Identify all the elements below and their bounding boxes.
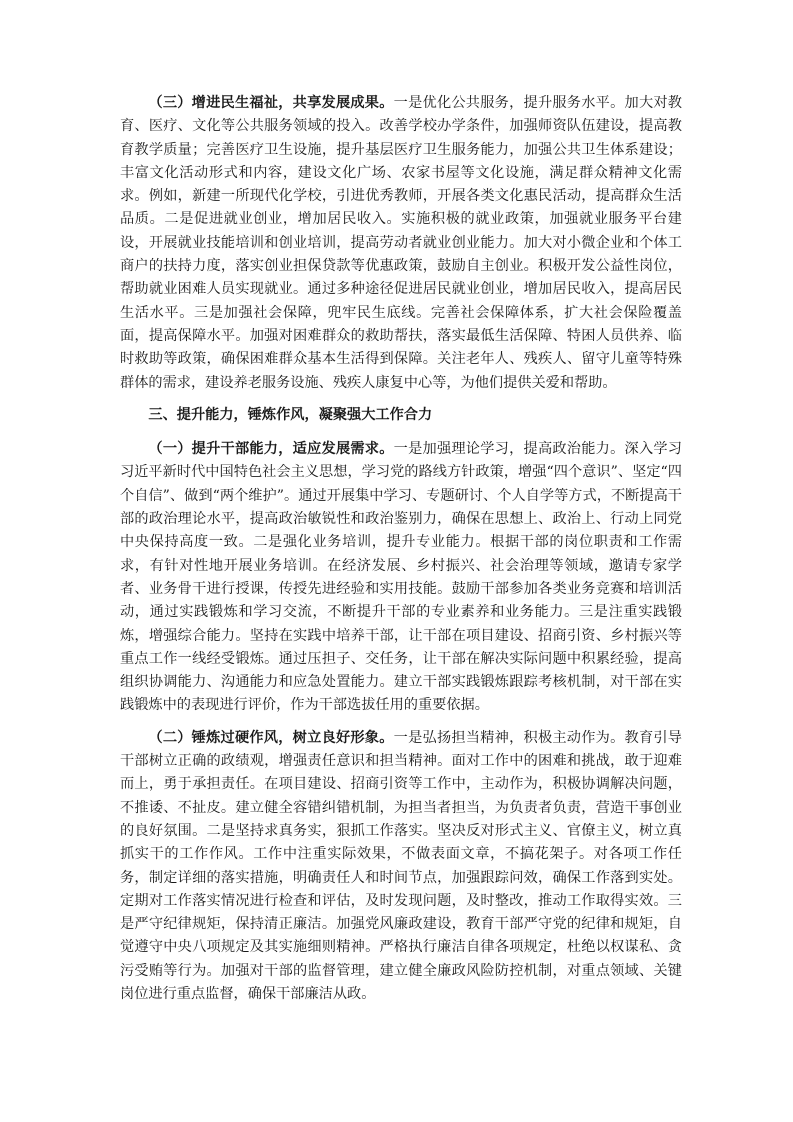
paragraph-work-style bbox=[120, 727, 682, 1007]
paragraph-lead: （二）锤炼过硬作风，树立良好形象。 bbox=[148, 729, 394, 746]
section-heading: 三、提升能力，锤炼作风，凝聚强大工作合力 bbox=[148, 406, 433, 423]
paragraph-text: 一是优化公共服务，提升服务水平。加大对教育、医疗、文化等公共服务领域的投入。改善学校办学条件，加强师资队伍建设，提高教育教学质量；完善医疗卫生设施，提升基层医疗卫生服务能力，加强公共卫生体系建设；丰富文化活动形式和内容，建设文化广场、农家书屋等文化设施，满足群众精神文化需求。例如，新建一所现代化学校，引进优秀教师，开展各类文化惠民活动，提高群众生活品质。二是促进就业创业，增加居民收入。实施积极的就业政策，加强就业服务平台建设，开展就业技能培训和创业培训，提高劳动者就业创业能力。加大对小微企业和个体工商户的扶持力度，落实创业担保贷款等优惠政策，鼓励自主创业。积极开发公益性岗位，帮助就业困难人员实现就业。通过多种途径促进居民就业创业，增加居民收入，提高居民生活水平。三是加强社会保障，兜牢民生底线。完善社会保障体系，扩大社会保险覆盖面，提高保障水平。加强对困难群众的救助帮扶，落实最低生活保障、特困人员供养、临时救助等政策，确保困难群众基本生活得到保障。关注老年人、残疾人、留守儿童等特殊群体的需求，建设养老服务设施、残疾人康复中心等，为他们提供关爱和帮助。 bbox=[120, 95, 682, 391]
paragraph-livelihood bbox=[120, 92, 682, 395]
paragraph-lead: （三）增进民生福祉，共享发展成果。 bbox=[148, 95, 394, 111]
paragraph-lead: （一）提升干部能力，适应发展需求。 bbox=[148, 441, 394, 458]
paragraph-text: 一是加强理论学习，提高政治能力。深入学习习近平新时代中国特色社会主义思想，学习党的路线方针政策，增强“四个意识”、坚定“四个自信”、做到“两个维护”。通过开展集中学习、专题研讨、个人自学等方式，不断提高干部的政治理论水平，提高政治敏锐性和政治鉴别力，确保在思想上、政治上、行动上同党中央保持高度一致。二是强化业务培训，提升专业能力。根据干部的岗位职责和工作需求，有针对性地开展业务培训。在经济发展、乡村振兴、社会治理等领域，邀请专家学者、业务骨干进行授课，传授先进经验和实用技能。鼓励干部参加各类业务竞赛和培训活动，通过实践锻炼和学习交流，不断提升干部的专业素养和业务能力。三是注重实践锻炼，增强综合能力。坚持在实践中培养干部，让干部在项目建设、招商引资、乡村振兴等重点工作一线经受锻炼。通过压担子、交任务，让干部在解决实际问题中积累经验，提高组织协调能力、沟通能力和应急处置能力。建立干部实践锻炼跟踪考核机制，对干部在实践锻炼中的表现进行评价，作为干部选拔任用的重要依据。 bbox=[120, 441, 682, 714]
paragraph-text: 一是弘扬担当精神，积极主动作为。教育引导干部树立正确的政绩观，增强责任意识和担当精神。面对工作中的困难和挑战，敢于迎难而上，勇于承担责任。在项目建设、招商引资等工作中，主动作为，积极协调解决问题，不推诿、不扯皮。建立健全容错纠错机制，为担当者担当，为负责者负责，营造干事创业的良好氛围。二是坚持求真务实，狠抓工作落实。坚决反对形式主义、官僚主义，树立真抓实干的工作作风。工作中注重实际效果，不做表面文章，不搞花架子。对各项工作任务，制定详细的落实措施，明确责任人和时间节点，加强跟踪问效，确保工作落到实处。定期对工作落实情况进行检查和评估，及时发现问题，及时整改，推动工作取得实效。三是严守纪律规矩，保持清正廉洁。加强党风廉政建设，教育干部严守党的纪律和规矩，自觉遵守中央八项规定及其实施细则精神。严格执行廉洁自律各项规定，杜绝以权谋私、贪污受贿等行为。加强对干部的监督管理，建立健全廉政风险防控机制，对重点领域、关键岗位进行重点监督，确保干部廉洁从政。 bbox=[120, 729, 682, 1002]
paragraph-cadre-ability bbox=[120, 438, 682, 718]
document-body bbox=[120, 92, 682, 1014]
